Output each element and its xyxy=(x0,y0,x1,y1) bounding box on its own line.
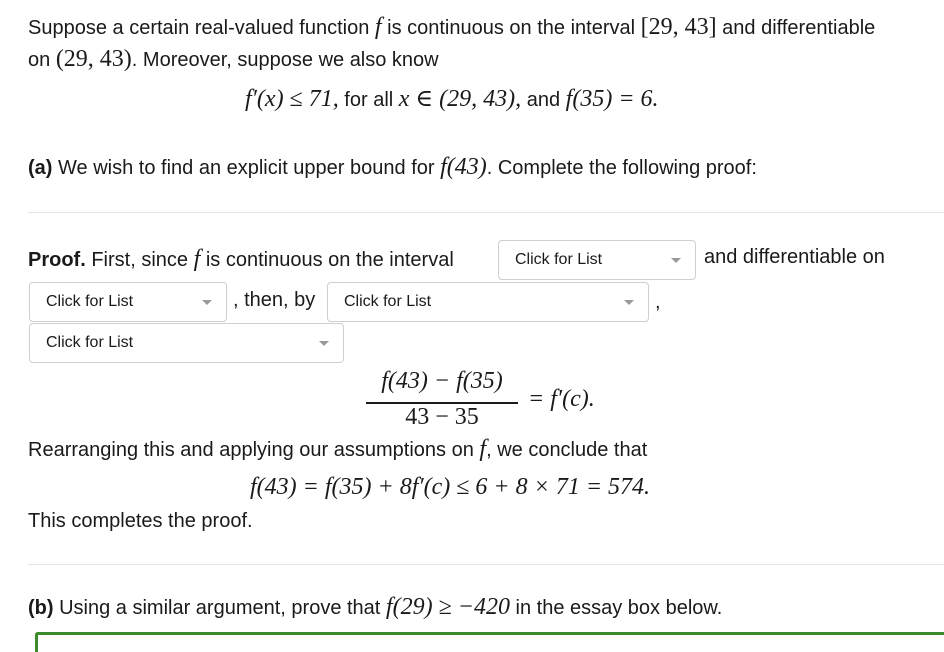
closed-interval: [29, 43] xyxy=(640,14,717,40)
intro-text: Suppose a certain real-valued function xyxy=(28,17,370,39)
conclusion-dropdown[interactable] xyxy=(29,323,344,363)
dropdown-label: Click for List xyxy=(344,293,432,310)
part-a-text-end: . Complete the following proof: xyxy=(486,157,757,179)
condition-text: for all xyxy=(344,89,394,111)
open-interval: (29, 43) xyxy=(55,46,132,72)
condition-text: and xyxy=(526,89,561,111)
conclusion-equation: f(43) = f(35) + 8f′(c) ≤ 6 + 8 × 71 = 574. xyxy=(250,474,651,500)
comma: , xyxy=(655,291,661,313)
proof-label: Proof. xyxy=(28,249,86,271)
rearrange-line xyxy=(28,436,647,463)
function-symbol: f xyxy=(374,14,382,40)
proof-text: First, since xyxy=(91,249,189,271)
part-a-text: We wish to find an explicit upper bound for xyxy=(58,157,435,179)
chevron-down-icon xyxy=(202,300,212,305)
proof-complete: This completes the proof. xyxy=(28,510,253,532)
intro-text: on xyxy=(28,49,51,71)
interval-dropdown[interactable] xyxy=(498,240,696,280)
part-b-text-end: in the essay box below. xyxy=(515,597,723,619)
intro-line-2 xyxy=(28,46,439,73)
fraction-numerator: f(43) − f(35) xyxy=(381,368,503,394)
divider xyxy=(28,564,944,565)
intro-text: is continuous on the interval xyxy=(387,17,636,39)
intro-text: . Moreover, suppose we also know xyxy=(131,49,439,71)
divider xyxy=(28,212,944,213)
dropdown-label: Click for List xyxy=(46,293,134,310)
part-a-expr: f(43) xyxy=(440,154,487,180)
part-a-label: (a) xyxy=(28,157,53,179)
proof-text: and differentiable on xyxy=(704,246,885,268)
part-b-question xyxy=(28,594,722,621)
proof-text: , then, by xyxy=(233,289,316,311)
intro-line-1 xyxy=(28,14,875,41)
fraction-rhs: = f′(c). xyxy=(528,386,595,412)
derivative-bound: f′(x) ≤ 71, xyxy=(245,86,339,112)
function-symbol: f xyxy=(479,436,487,462)
dropdown-label: Click for List xyxy=(46,334,134,351)
open-interval-dropdown[interactable] xyxy=(29,282,227,322)
fraction-denominator: 43 − 35 xyxy=(405,404,479,430)
part-a-question xyxy=(28,154,757,181)
condition-line xyxy=(245,84,659,113)
part-b-expr: f(29) ≥ −420 xyxy=(385,594,510,620)
part-b-label: (b) xyxy=(28,597,54,619)
dropdown-label: Click for List xyxy=(515,251,603,268)
part-b-text: Using a similar argument, prove that xyxy=(59,597,381,619)
chevron-down-icon xyxy=(671,258,681,263)
chevron-down-icon xyxy=(319,341,329,346)
chevron-down-icon xyxy=(624,300,634,305)
initial-value: f(35) = 6. xyxy=(565,86,659,112)
domain-condition: x ∈ (29, 43), xyxy=(398,86,522,112)
rearrange-text-end: , we conclude that xyxy=(486,439,648,461)
theorem-dropdown[interactable] xyxy=(327,282,649,322)
proof-line-1 xyxy=(28,246,454,273)
essay-box[interactable] xyxy=(35,632,944,652)
intro-text: and differentiable xyxy=(722,17,876,39)
rearrange-text: Rearranging this and applying our assumptions on xyxy=(28,439,474,461)
proof-text: is continuous on the interval xyxy=(205,249,454,271)
function-symbol: f xyxy=(193,246,201,272)
